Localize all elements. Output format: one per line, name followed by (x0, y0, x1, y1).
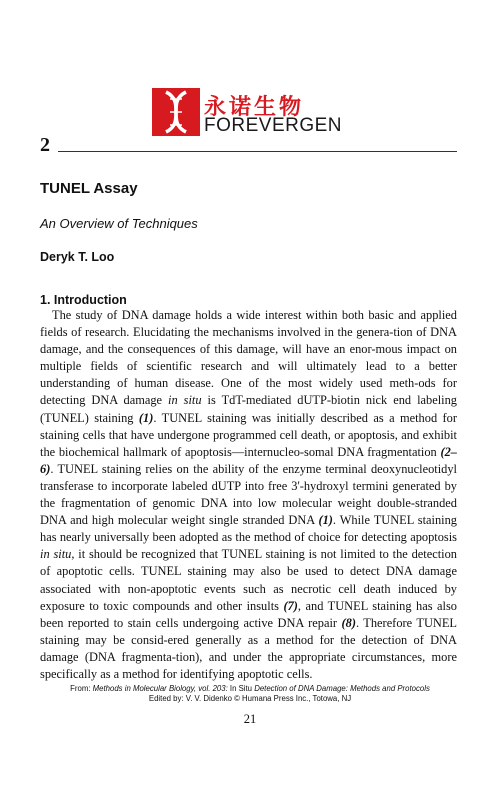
body-text-6: , it should be recognized that TUNEL staining is not limited to the detection of apoptotic cells. TUNEL staining may also be used to detect DNA damage associated with non-apoptotic events such as necrotic cell death induced by exposure to toxic compounds and other insults (40, 547, 458, 613)
section-heading: 1. Introduction (40, 293, 127, 307)
reference-citation: (1) (318, 513, 333, 528)
body-text-8: . Therefore TUNEL staining may be consid-ered generally as a method for the detection of DNA damage (DNA fragmenta-tion), and under the appropriate circumstances, more specifically as a method for identifying apoptotic cells. (40, 615, 457, 681)
chapter-number: 2 (40, 134, 50, 156)
body-text-2: is TdT-mediated dUTP-biotin nick end labeling (TUNEL) staining (40, 393, 458, 425)
body-text-4: . TUNEL staining relies on the ability of the enzyme terminal deoxynucleotidyl transferase to incorporate labeled dUTP into free 3'-hydroxyl termini generated by the fragmentation of genomic DNA into low molecular weight double-stranded DNA and high molecular weight single stranded DNA (40, 461, 457, 528)
body-text-1: The study of DNA damage holds a wide interest within both basic and applied fields of research. Elucidating the mechanisms involved in the genera-tion of DNA damage, and the consequences of this damage, will have an enor-mous impact on multiple fields of scientific research and will ultimately lead to a better understanding of human disease. One of the most widely used meth-ods for detecting DNA damage (40, 308, 457, 408)
reference-citation: (7) (283, 598, 298, 613)
chapter-title: TUNEL Assay (40, 180, 138, 197)
source-footnote (0, 684, 500, 693)
page-number: 21 (243, 712, 257, 726)
footnote-from-label: From: (70, 684, 93, 693)
chapter-divider (58, 151, 457, 152)
editor-footnote: Edited by: V. V. Didenko © Humana Press Inc., Totowa, NJ (148, 694, 352, 703)
footnote-book-title: Detection of DNA Damage: Methods and Protocols (254, 684, 430, 693)
footnote-in-label: In Situ (227, 684, 255, 693)
reference-citation: (2–6) (40, 444, 457, 476)
body-text-5: . While TUNEL staining has nearly universally been adopted as the method of choice for detecting apoptosis (40, 513, 457, 545)
reference-citation: (8) (341, 615, 356, 630)
body-text-7: , and TUNEL staining has also been reported to stain cells undergoing active DNA repair (40, 598, 457, 630)
dna-helix-icon (152, 88, 200, 136)
body-italic-1: in situ (168, 393, 202, 408)
forevergen-logo (152, 88, 377, 138)
reference-citation: (1) (138, 410, 154, 425)
author-name: Deryk T. Loo (40, 250, 115, 264)
logo-english-text: FOREVERGEN (204, 115, 343, 136)
body-italic-2: in situ (40, 547, 72, 562)
chapter-subtitle: An Overview of Techniques (40, 216, 198, 231)
logo-chinese-text: 永诺生物 (204, 95, 305, 120)
body-paragraph (40, 307, 457, 683)
body-text-3: . TUNEL staining was initially described as a method for staining cells that have undergone programmed cell death, or apoptosis, and exhibit the biochemical hallmark of apoptosis—internucleo-somal DNA fragmentation (40, 410, 457, 459)
footnote-series: Methods in Molecular Biology, vol. 203: (92, 684, 228, 693)
